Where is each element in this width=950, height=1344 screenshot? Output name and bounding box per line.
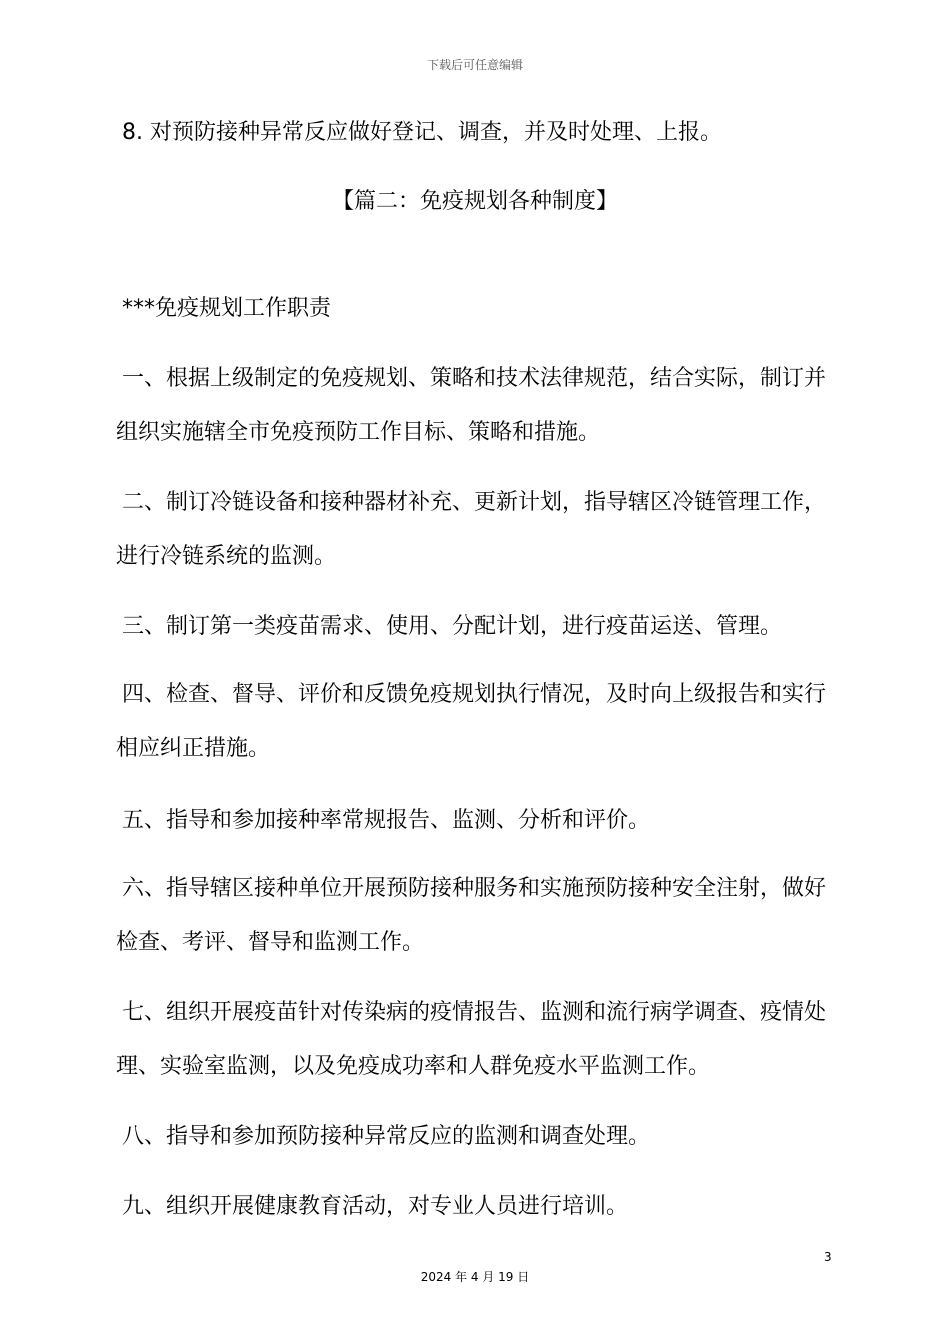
duty-paragraph-3: 三、制订第一类疫苗需求、使用、分配计划，进行疫苗运送、管理。 — [122, 614, 783, 639]
item-8-paragraph: 8. 对预防接种异常反应做好登记、调查，并及时处理、上报。 — [122, 120, 722, 145]
page-number: 3 — [824, 1250, 832, 1264]
duty-paragraph-7: 七、组织开展疫苗针对传染病的疫情报告、监测和流行病学调查、疫情处理、实验室监测，以及免疫成功率和人群免疫水平监测工作。 — [116, 1000, 827, 1079]
duty-paragraph-6: 六、指导辖区接种单位开展预防接种服务和实施预防接种安全注射，做好检查、考评、督导和监测工作。 — [116, 876, 827, 955]
duty-paragraph-9: 九、组织开展健康教育活动，对专业人员进行培训。 — [122, 1194, 629, 1219]
section-title: 【篇二：免疫规划各种制度】 — [331, 189, 618, 214]
duty-paragraph-5: 五、指导和参加接种率常规报告、监测、分析和评价。 — [122, 808, 651, 833]
duty-paragraph-1: 一、根据上级制定的免疫规划、策略和技术法律规范，结合实际，制订并组织实施辖全市免疫预防工作目标、策略和措施。 — [116, 366, 827, 445]
duties-title: ***免疫规划工作职责 — [122, 296, 332, 321]
header-note: 下载后可任意编辑 — [426, 58, 523, 72]
footer-date: 2024 年 4 月 19 日 — [420, 1270, 530, 1284]
duty-paragraph-2: 二、制订冷链设备和接种器材补充、更新计划，指导辖区冷链管理工作，进行冷链系统的监测。 — [116, 490, 827, 569]
duty-paragraph-4: 四、检查、督导、评价和反馈免疫规划执行情况，及时向上级报告和实行相应纠正措施。 — [116, 682, 827, 761]
duty-paragraph-8: 八、指导和参加预防接种异常反应的监测和调查处理。 — [122, 1124, 651, 1149]
